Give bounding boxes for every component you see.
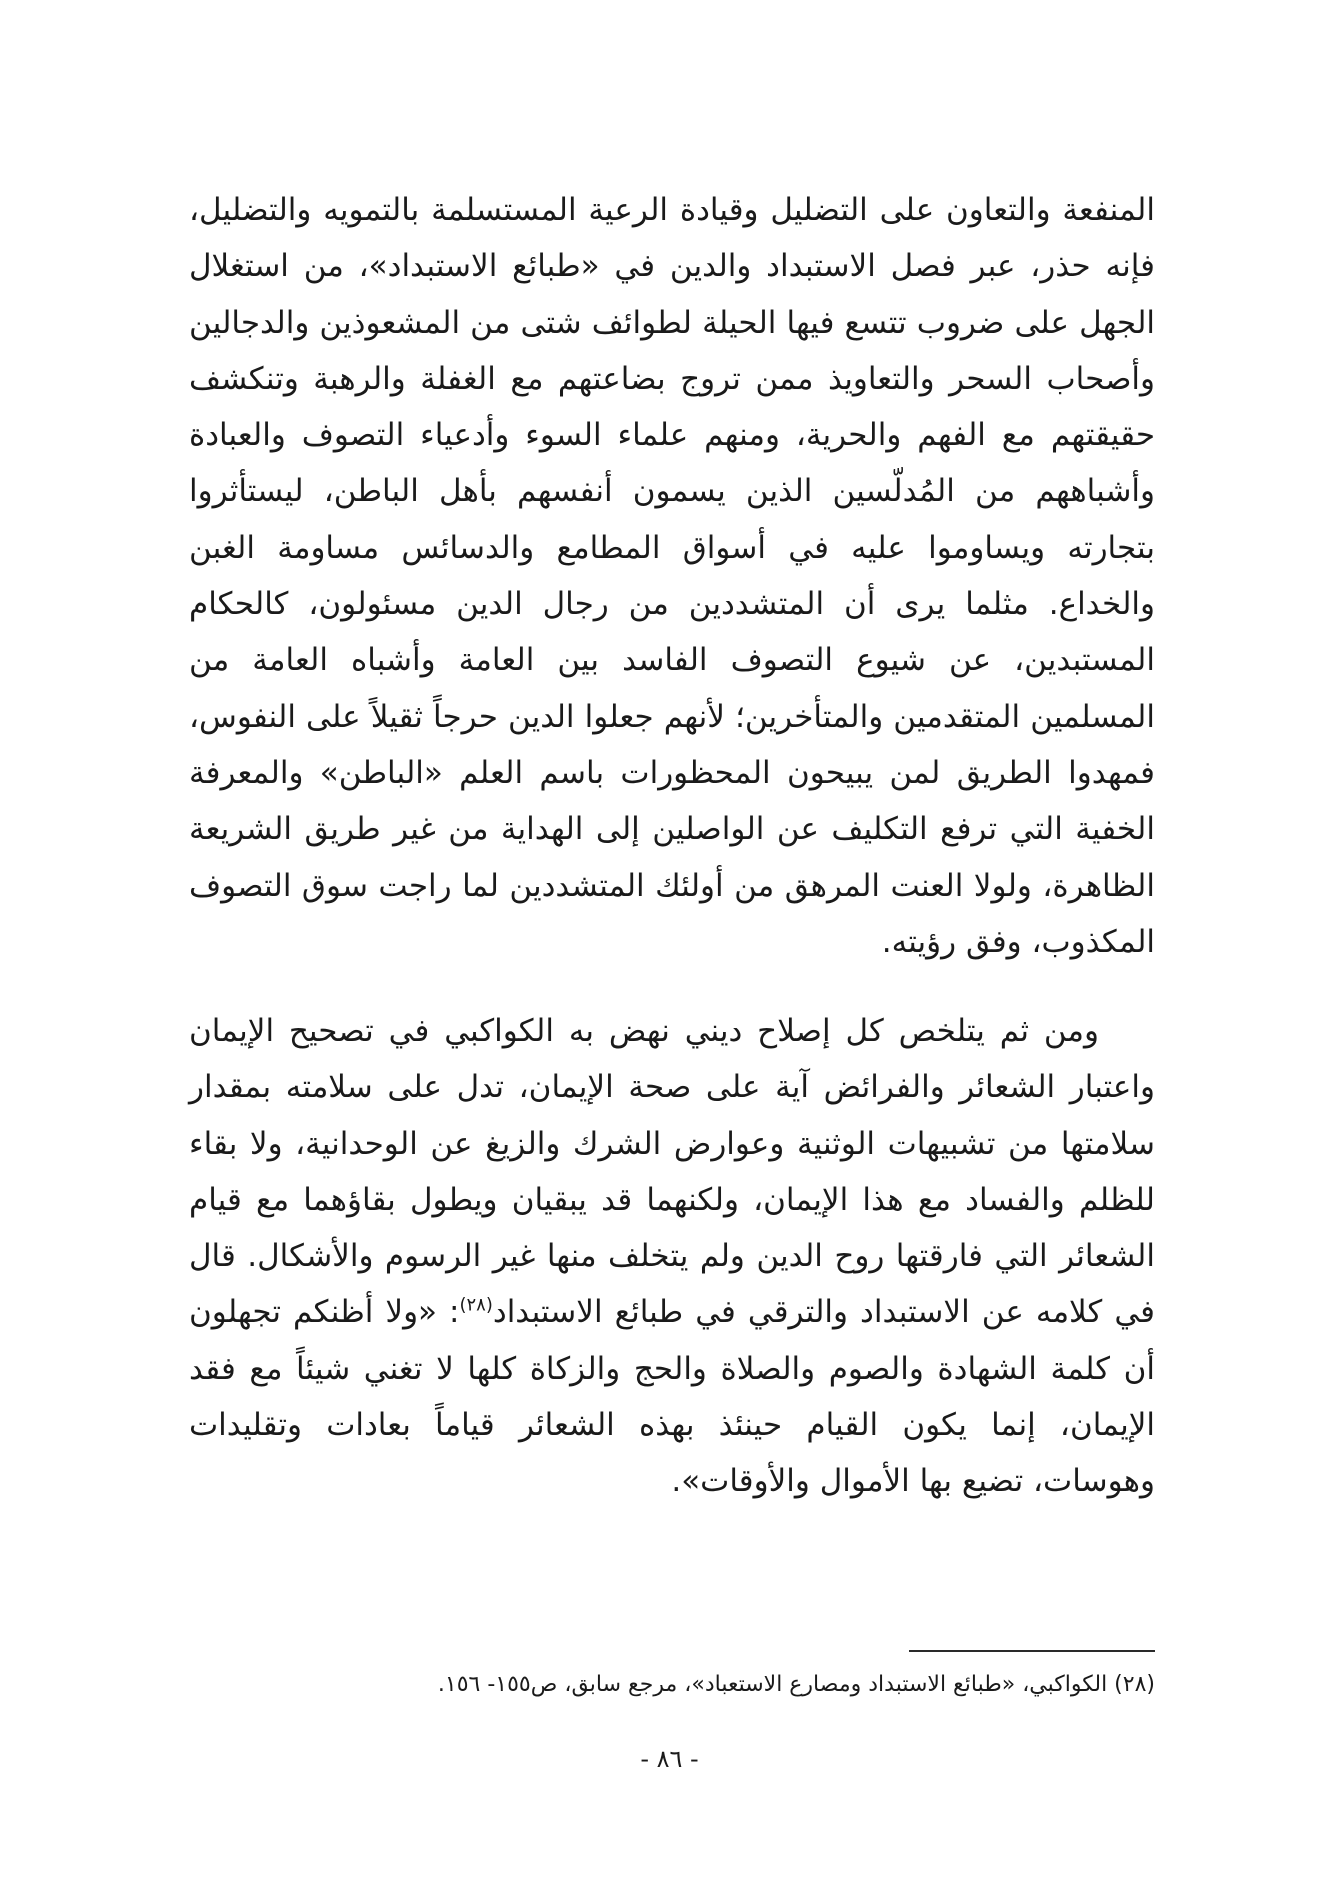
paragraph-2-quote: : «ولا أظنكم تجهلون أن كلمة الشهادة والصوم والصلاة والحج والزكاة كلها لا تغني شيئاً مع فقد الإيمان، إنما يكون القيام حينئذ بهذه الشعائر قياماً بعادات وتقليدات وهوسات، تضيع بها الأموال والأوقات». bbox=[189, 1294, 1155, 1500]
footnote-reference-28[interactable]: (٢٨) bbox=[459, 1295, 493, 1317]
paragraph-2-text-start: ومن ثم يتلخص كل إصلاح ديني نهض به الكواكبي في تصحيح الإيمان واعتبار الشعائر والفرائض آية على صحة الإيمان، تدل على سلامته بمقدار سلامتها من تشبيهات الوثنية وعوارض الشرك والزيغ عن الوحدانية، ولا بقاء للظلم والفساد مع هذا الإيمان، ولكنهما قد يبقيان ويطول بقاؤهما مع قيام الشعائر التي فارقتها روح الدين ولم يتخلف منها غير الرسوم والأشكال. قال في كلامه عن الاستبداد والترقي في طبائع الاستبداد bbox=[189, 1013, 1155, 1331]
page-number: - ٨٦ - bbox=[640, 1745, 699, 1773]
footnote-28: (٢٨) الكواكبي، «طبائع الاستبداد ومصارع الاستعباد»، مرجع سابق، ص١٥٥- ١٥٦. bbox=[437, 1672, 1155, 1697]
body-paragraph-2 bbox=[189, 1003, 1155, 1510]
footnote-separator bbox=[909, 1650, 1155, 1652]
body-paragraph-1: المنفعة والتعاون على التضليل وقيادة الرعية المستسلمة بالتمويه والتضليل، فإنه حذر، عبر فصل الاستبداد والدين في «طبائع الاستبداد»، من استغلال الجهل على ضروب تتسع فيها الحيلة لطوائف شتى من المشعوذين والدجالين وأصحاب السحر والتعاويذ ممن تروج بضاعتهم مع الغفلة والرهبة وتنكشف حقيقتهم مع الفهم والحرية، ومنهم علماء السوء وأدعياء التصوف والعبادة وأشباههم من المُدلّسين الذين يسمون أنفسهم بأهل الباطن، ليستأثروا بتجارته ويساوموا عليه في أسواق المطامع والدسائس مساومة الغبن والخداع. مثلما يرى أن المتشددين من رجال الدين مسئولون، كالحكام المستبدين، عن شيوع التصوف الفاسد بين العامة وأشباه العامة من المسلمين المتقدمين والمتأخرين؛ لأنهم جعلوا الدين حرجاً ثقيلاً على النفوس، فمهدوا الطريق لمن يبيحون المحظورات باسم العلم «الباطن» والمعرفة الخفية التي ترفع التكليف عن الواصلين إلى الهداية من غير طريق الشريعة الظاهرة، ولولا العنت المرهق من أولئك المتشددين لما راجت سوق التصوف المكذوب، وفق رؤيته. bbox=[189, 192, 1155, 960]
